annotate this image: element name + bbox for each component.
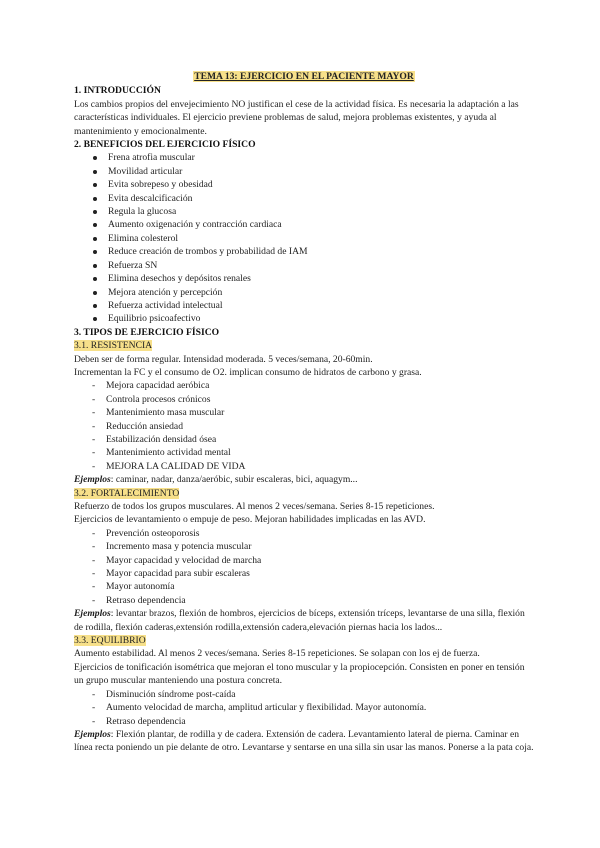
list-item: - Retraso dependencia bbox=[74, 594, 534, 607]
list-item: - Mayor autonomía bbox=[74, 580, 534, 593]
list-item: Evita sobrepeso y obesidad bbox=[74, 178, 534, 191]
document-page bbox=[74, 70, 534, 755]
list-item: Refuerza SN bbox=[74, 259, 534, 272]
section-2-heading: 2. BENEFICIOS DEL EJERCICIO FÍSICO bbox=[74, 139, 256, 151]
resistencia-list bbox=[74, 379, 534, 473]
list-item: - Retraso dependencia bbox=[74, 715, 534, 728]
subsection-equilibrio-heading: 3.3. EQUILIBRIO bbox=[74, 635, 146, 647]
equilibrio-text-2: Ejercicios de tonificación isométrica que mejoran el tono muscular y la propiocepción. Consisten en poner en tensión un grupo muscular manteniendo una postura concreta. bbox=[74, 661, 525, 687]
list-item: - Incremento masa y potencia muscular bbox=[74, 540, 534, 553]
equilibrio-text-1: Aumento estabilidad. Al menos 2 veces/semana. Series 8-15 repeticiones. Se solapan con los ej de fuerza. bbox=[74, 648, 480, 660]
list-item: Refuerza actividad intelectual bbox=[74, 299, 534, 312]
list-item: - Mantenimiento actividad mental bbox=[74, 446, 534, 459]
resistencia-text-1: Deben ser de forma regular. Intensidad moderada. 5 veces/semana, 20-60min. bbox=[74, 353, 373, 365]
list-item: - Mayor capacidad y velocidad de marcha bbox=[74, 554, 534, 567]
list-item: - Controla procesos crónicos bbox=[74, 393, 534, 406]
list-item: Evita descalcificación bbox=[74, 192, 534, 205]
subsection-fortalecimiento-heading: 3.2. FORTALECIMIENTO bbox=[74, 487, 180, 499]
examples-text: : Flexión plantar, de rodilla y de cadera. Extensión de cadera. Levantamiento lateral de pierna. Caminar en línea recta poniendo un pie delante de otro. Levantarse y sentarse en una silla sin usar las manos. Ponerse a la pata coja. bbox=[74, 728, 534, 754]
list-item: Frena atrofia muscular bbox=[74, 151, 534, 164]
list-item: Aumento oxigenación y contracción cardiaca bbox=[74, 218, 534, 231]
list-item: - Prevención osteoporosis bbox=[74, 527, 534, 540]
resistencia-examples bbox=[74, 473, 534, 486]
list-item: Elimina colesterol bbox=[74, 232, 534, 245]
list-item: - Mayor capacidad para subir escaleras bbox=[74, 567, 534, 580]
examples-text: : levantar brazos, flexión de hombros, ejercicios de bíceps, extensión tríceps, levantarse de una silla, flexión de rodilla, flexión caderas,extensión rodilla,extensión cadera,elevación piernas hacia los lados... bbox=[74, 608, 525, 633]
examples-label: Ejemplos bbox=[74, 474, 111, 486]
resistencia-text-2: Incrementan la FC y el consumo de O2. implican consumo de hidratos de carbono y grasa. bbox=[74, 366, 422, 378]
examples-text: : caminar, nadar, danza/aeróbic, subir escaleras, bici, aquagym... bbox=[110, 474, 358, 486]
list-item: Elimina desechos y depósitos renales bbox=[74, 272, 534, 285]
list-item: - MEJORA LA CALIDAD DE VIDA bbox=[74, 460, 534, 473]
list-item: - Mejora capacidad aeróbica bbox=[74, 379, 534, 392]
fortalecimiento-text-2: Ejercicios de levantamiento o empuje de peso. Mejoran habilidades implicadas en las AVD. bbox=[74, 514, 426, 526]
equilibrio-list bbox=[74, 688, 534, 728]
title-wrap bbox=[74, 70, 534, 83]
fortalecimiento-examples bbox=[74, 607, 534, 634]
equilibrio-examples bbox=[74, 728, 534, 755]
section-3-heading: 3. TIPOS DE EJERCICIO FÍSICO bbox=[74, 326, 220, 338]
list-item: Mejora atención y percepción bbox=[74, 286, 534, 299]
list-item: Equilibrio psicoafectivo bbox=[74, 312, 534, 325]
benefits-list bbox=[74, 151, 534, 325]
list-item: Movilidad articular bbox=[74, 165, 534, 178]
list-item: Reduce creación de trombos y probabilidad de IAM bbox=[74, 245, 534, 258]
fortalecimiento-list bbox=[74, 527, 534, 607]
section-1-heading: 1. INTRODUCCIÓN bbox=[74, 85, 161, 97]
examples-label: Ejemplos bbox=[74, 728, 111, 740]
list-item: Regula la glucosa bbox=[74, 205, 534, 218]
list-item: - Estabilización densidad ósea bbox=[74, 433, 534, 446]
subsection-resistencia-heading: 3.1. RESISTENCIA bbox=[74, 340, 153, 352]
examples-label: Ejemplos bbox=[74, 608, 111, 620]
document-title: TEMA 13: EJERCICIO EN EL PACIENTE MAYOR bbox=[194, 71, 414, 82]
list-item: - Reducción ansiedad bbox=[74, 420, 534, 433]
list-item: - Aumento velocidad de marcha, amplitud articular y flexibilidad. Mayor autonomía. bbox=[74, 701, 534, 714]
list-item: - Disminución síndrome post-caída bbox=[74, 688, 534, 701]
section-1-text: Los cambios propios del envejecimiento NO justifican el cese de la actividad física. Es necesaria la adaptación a las características individuales. El ejercicio previene problemas de salud, mejora problemas existentes, y ayuda al mantenimiento y emocionalmente. bbox=[74, 98, 519, 137]
fortalecimiento-text-1: Refuerzo de todos los grupos musculares. Al menos 2 veces/semana. Series 8-15 repeticiones. bbox=[74, 501, 435, 512]
list-item: - Mantenimiento masa muscular bbox=[74, 406, 534, 419]
